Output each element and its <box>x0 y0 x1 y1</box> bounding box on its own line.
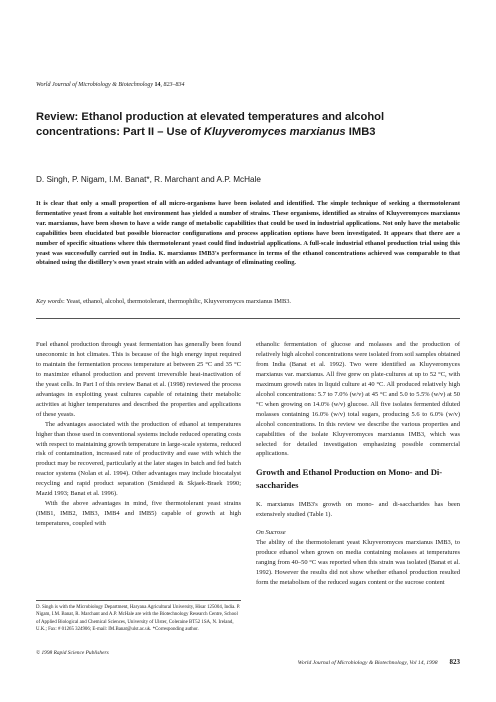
footnote-divider <box>36 600 241 601</box>
body-paragraph: The advantages associated with the production of ethanol at temperatures higher than those used in conventional systems include reduced operating costs with respect to maintaining growth temperature in large-scale systems, reduced risk of contamination, increased rate of productivity and ease with which the product may be recovered, particularly at the later stages in batch and fed batch reactor systems (Nolan et al. 1994). Other advantages may include biocatalyst recycling and rapid product separation (Smidsrød & Skjaek-Braek 1990; Mazid 1993; Banat et al. 1996). <box>36 420 241 498</box>
journal-name: World Journal of Microbiology & Biotechnology <box>36 82 154 88</box>
right-column <box>256 340 460 459</box>
title-strain: IMB3 <box>345 126 376 138</box>
copyright-notice: © 1998 Rapid Science Publishers <box>36 650 109 656</box>
title-main: Review: Ethanol production at elevated temperatures and alcohol concentrations: Part II – Use of <box>36 111 385 138</box>
body-paragraph: K. marxianus IMB3's growth on mono- and di-saccharides has been extensively studied (Table 1). <box>256 501 460 518</box>
section-heading-container <box>256 466 460 588</box>
section-heading: Growth and Ethanol Production on Mono- and Di-saccharides <box>256 467 443 490</box>
page-footer <box>254 658 460 666</box>
abstract-divider <box>36 318 460 319</box>
title-species: Kluyveromyces marxianus <box>203 126 346 138</box>
section-body <box>256 500 460 588</box>
keywords-label: Key words <box>36 298 63 305</box>
body-paragraph: With the above advantages in mind, five thermotolerant yeast strains (IMB1, IMB2, IMB3, IMB4 and IMB5) capable of growth at high temperatures, coupled with <box>36 500 241 528</box>
journal-pages: , 823–834 <box>160 82 185 88</box>
abstract: It is clear that only a small proportion of all micro-organisms have been isolated and identified. The simple technique of seeking a thermotolerant fermentative yeast from a suitable hot environment has yielded a number of strains. These organisms, identified as strains of Kluyveromyces marxianus var. marxianus, have been shown to have a wide range of metabolic capabilities that could be used in industrial applications. Not only have the metabolic capabilities been elucidated but possible bioreactor configurations and process application options have been investigated. It appears that there are a number of specific situations where this thermotolerant yeast could find industrial applications. A full-scale industrial ethanol production trial using this yeast was successfully carried out in India. K. marxianus IMB3's performance in terms of the ethanol concentrations achieved was comparable to that obtained using the distillery's own yeast strain with an added advantage of eliminating cooling. <box>36 200 460 267</box>
body-paragraph: ethanolic fermentation of glucose and molasses and the production of relatively high alcohol concentrations were isolated from soil samples obtained from India (Banat et al. 1992). Two were identified as Kluyveromyces marxianus var. marxianus. All five grew on plate-cultures at up to 52 °C, with maximum growth rates in liquid culture at 40 °C. All produced relatively high alcohol concentrations: 5.7 to 7.0% (w/v) at 45 °C and 5.0 to 5.5% (w/v) at 50 °C when growing on 14.0% (w/v) glucose. All five isolates fermented diluted molasses containing 16.0% (w/v) total sugars, producing 5.6 to 6.0% (w/v) alcohol concentrations. In this review we describe the various properties and capabilities of the isolate Kluyveromyces marxianus IMB3, which was selected for detailed investigation emphasizing possible commercial applications. <box>256 341 460 458</box>
footer-journal: World Journal of Microbiology & Biotechnology, Vol 14, 1998 <box>297 660 438 666</box>
page-number: 823 <box>449 658 460 666</box>
keywords-list: : Yeast, ethanol, alcohol, thermotolerant, thermophilic, Kluyveromyces marxianus IMB3. <box>62 298 291 305</box>
keywords <box>36 298 460 305</box>
subsection-heading: On Sucrose <box>256 528 286 536</box>
author-list: D. Singh, P. Nigam, I.M. Banat*, R. Marchant and A.P. McHale <box>36 175 261 184</box>
journal-volume: 14 <box>154 82 161 88</box>
article-title <box>36 110 466 140</box>
body-paragraph: Fuel ethanol production through yeast fermentation has generally been found uneconomic in hot climates. This is because of the high energy input required to maintain the fermentation process temperature at between 25 °C and 35 °C to maximize ethanol production and prevent irreversible heat-inactivation of the yeast cells. In Part I of this review Banat et al. (1998) reviewed the process advantages in exploiting yeast cultures capable of retaining their metabolic activities at higher temperatures and described the properties and applications of these yeasts. <box>36 341 241 418</box>
journal-reference <box>36 82 185 88</box>
left-column <box>36 340 241 529</box>
body-paragraph: The ability of the thermotolerant yeast Kluyveromyces marxianus IMB3, to produce ethanol when grown on media containing molasses at temperatures ranging from 40–50 °C was reported when this strain was isolated (Banat et al. 1992). However the results did not show whether ethanol production resulted form the metabolism of the reduced sugars content or the sucrose content <box>256 538 460 586</box>
affiliation-footnote: D. Singh is with the Microbiology Department, Haryana Agricultural University, Hisar 125004, India. P. Nigam, I.M. Banat, R. Marchant and A.P. McHale are with the Biotechnology Research Centre, School of Applied Biological and Chemical Sciences, University of Ulster, Coleraine BT52 1SA, N. Ireland, U.K.; Fax: # 01265 324906; E-mail: IM.Banat@ulst.ac.uk. *Corresponding author. <box>36 605 241 633</box>
